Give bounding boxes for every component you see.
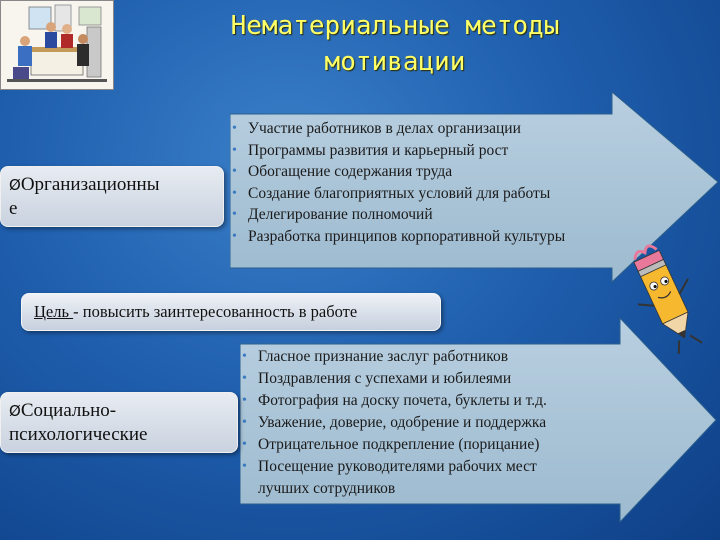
list-item: • Разработка принципов корпоративной культуры [232, 226, 565, 248]
slide-title-line-2: мотивации [324, 47, 466, 77]
pencil-mascot-icon [630, 238, 702, 358]
list-item: • Гласное признание заслуг работников [242, 346, 547, 368]
organizational-methods-list [232, 118, 565, 247]
list-item: • Делегирование полномочий [232, 204, 565, 226]
goal-statement [21, 293, 441, 331]
social-label [0, 392, 238, 453]
social-label-line-2: психологические [9, 424, 148, 445]
list-item: • Уважение, доверие, одобрение и поддержка [242, 412, 547, 434]
list-item: • Создание благоприятных условий для работы [232, 183, 565, 205]
goal-text: - повысить заинтересованность в работе [73, 302, 358, 321]
organizational-label-line-1: Организационны [20, 174, 160, 195]
social-methods-list [242, 346, 547, 500]
goal-link[interactable]: Цель [34, 302, 74, 321]
chevron-bullet-icon: Ø [9, 176, 21, 194]
social-label-line-1: Социально- [20, 400, 117, 421]
office-meeting-icon [1, 1, 113, 89]
list-item: • Программы развития и карьерный рост [232, 140, 565, 162]
slide-title-line-1: Нематериальные методы [230, 11, 560, 41]
list-item: • Обогащение содержания труда [232, 161, 565, 183]
list-item: • Поздравления с успехами и юбилеями [242, 368, 547, 390]
organizational-label-line-2: е [9, 198, 18, 219]
list-item: • Отрицательное подкрепление (порицание) [242, 434, 547, 456]
list-item-continuation: лучших сотрудников [258, 480, 396, 497]
list-item: • Участие работников в делах организации [232, 118, 565, 140]
list-item: • Посещение руководителями рабочих мест [242, 456, 547, 478]
organizational-label [0, 166, 224, 227]
office-meeting-illustration [0, 0, 114, 90]
list-item: • Фотография на доску почета, буклеты и т.д. [242, 390, 547, 412]
slide-title [150, 8, 640, 80]
chevron-bullet-icon: Ø [9, 402, 21, 420]
